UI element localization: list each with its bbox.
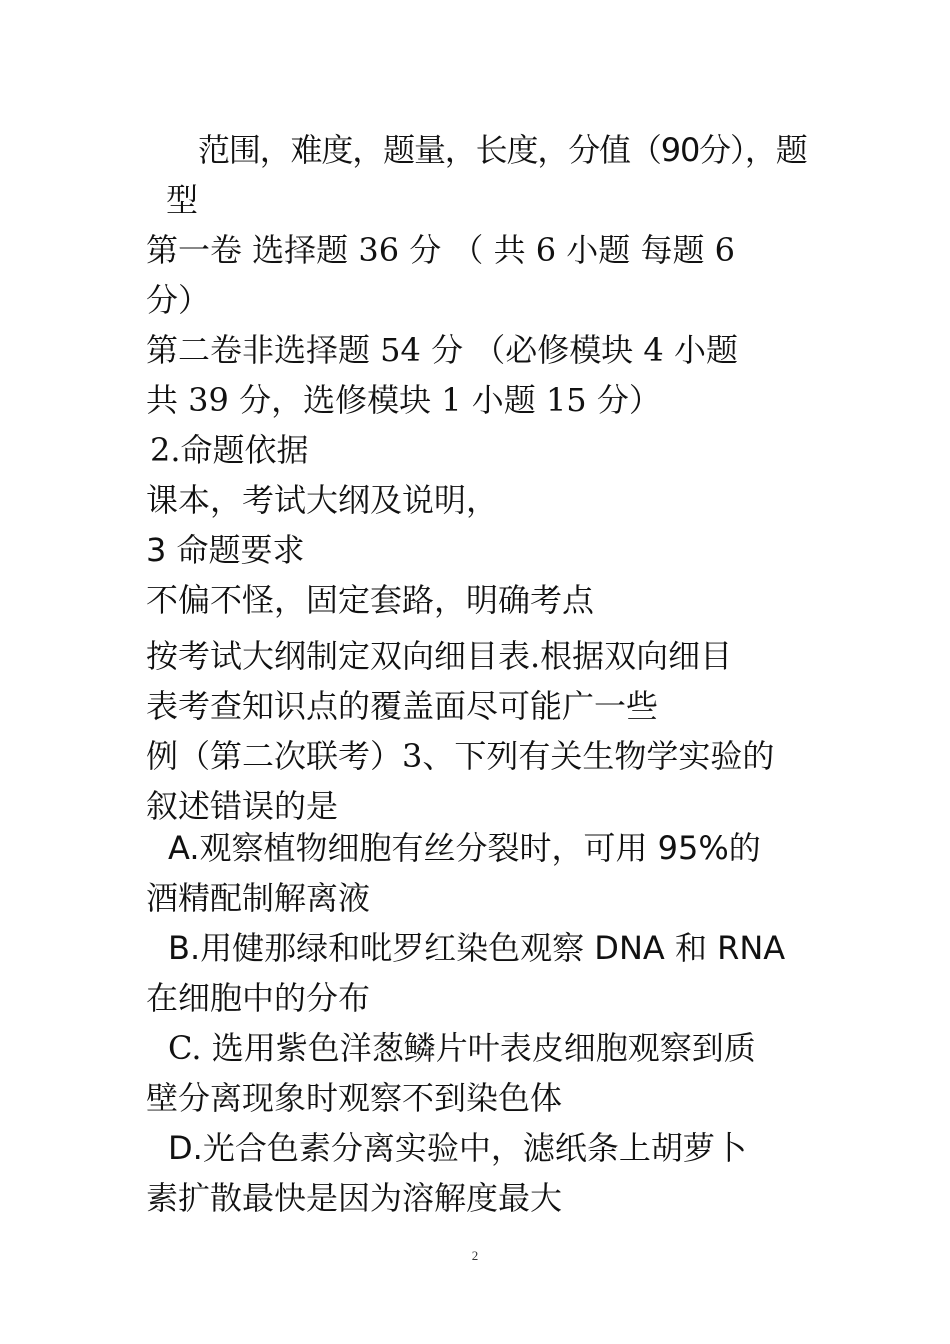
- option-d: D.光合色素分离实验中，滤纸条上胡萝卜: [168, 1129, 747, 1167]
- text-line-volume-one: 第一卷 选择题 36 分 （ 共 6 小题 每题 6: [146, 231, 735, 269]
- text-line-volume-two-cont: 共 39 分，选修模块 1 小题 15 分）: [146, 381, 661, 419]
- option-a-cont: 酒精配制解离液: [146, 879, 371, 917]
- text-line-requirements: 不偏不怪，固定套路，明确考点: [146, 581, 595, 619]
- text-line-outline-cont: 表考查知识点的覆盖面尽可能广一些: [146, 687, 659, 725]
- option-c: C. 选用紫色洋葱鳞片叶表皮细胞观察到质: [168, 1029, 756, 1067]
- option-a: A.观察植物细胞有丝分裂时，可用 95%的: [168, 829, 761, 867]
- text-line-example: 例（第二次联考）3、下列有关生物学实验的: [146, 737, 775, 775]
- text-line-volume-two: 第二卷非选择题 54 分 （必修模块 4 小题: [146, 331, 738, 369]
- section-heading-basis: 2.命题依据: [150, 431, 309, 469]
- page-number: 2: [471, 1248, 479, 1263]
- option-b-cont: 在细胞中的分布: [146, 979, 371, 1017]
- text-line-example-cont: 叙述错误的是: [146, 787, 339, 825]
- text-line-type: 型: [166, 181, 199, 219]
- text-line-basis: 课本，考试大纲及说明，: [146, 481, 499, 519]
- option-c-cont: 壁分离现象时观察不到染色体: [146, 1079, 563, 1117]
- option-d-cont: 素扩散最快是因为溶解度最大: [146, 1179, 563, 1217]
- section-heading-requirements: 3 命题要求: [146, 531, 305, 569]
- option-b: B.用健那绿和吡罗红染色观察 DNA 和 RNA: [168, 929, 786, 967]
- text-line-volume-one-cont: 分）: [146, 281, 211, 319]
- text-line-outline: 按考试大纲制定双向细目表.根据双向细目: [146, 637, 733, 675]
- text-line-scope: 范围，难度，题量，长度，分值（90分），题: [198, 131, 807, 169]
